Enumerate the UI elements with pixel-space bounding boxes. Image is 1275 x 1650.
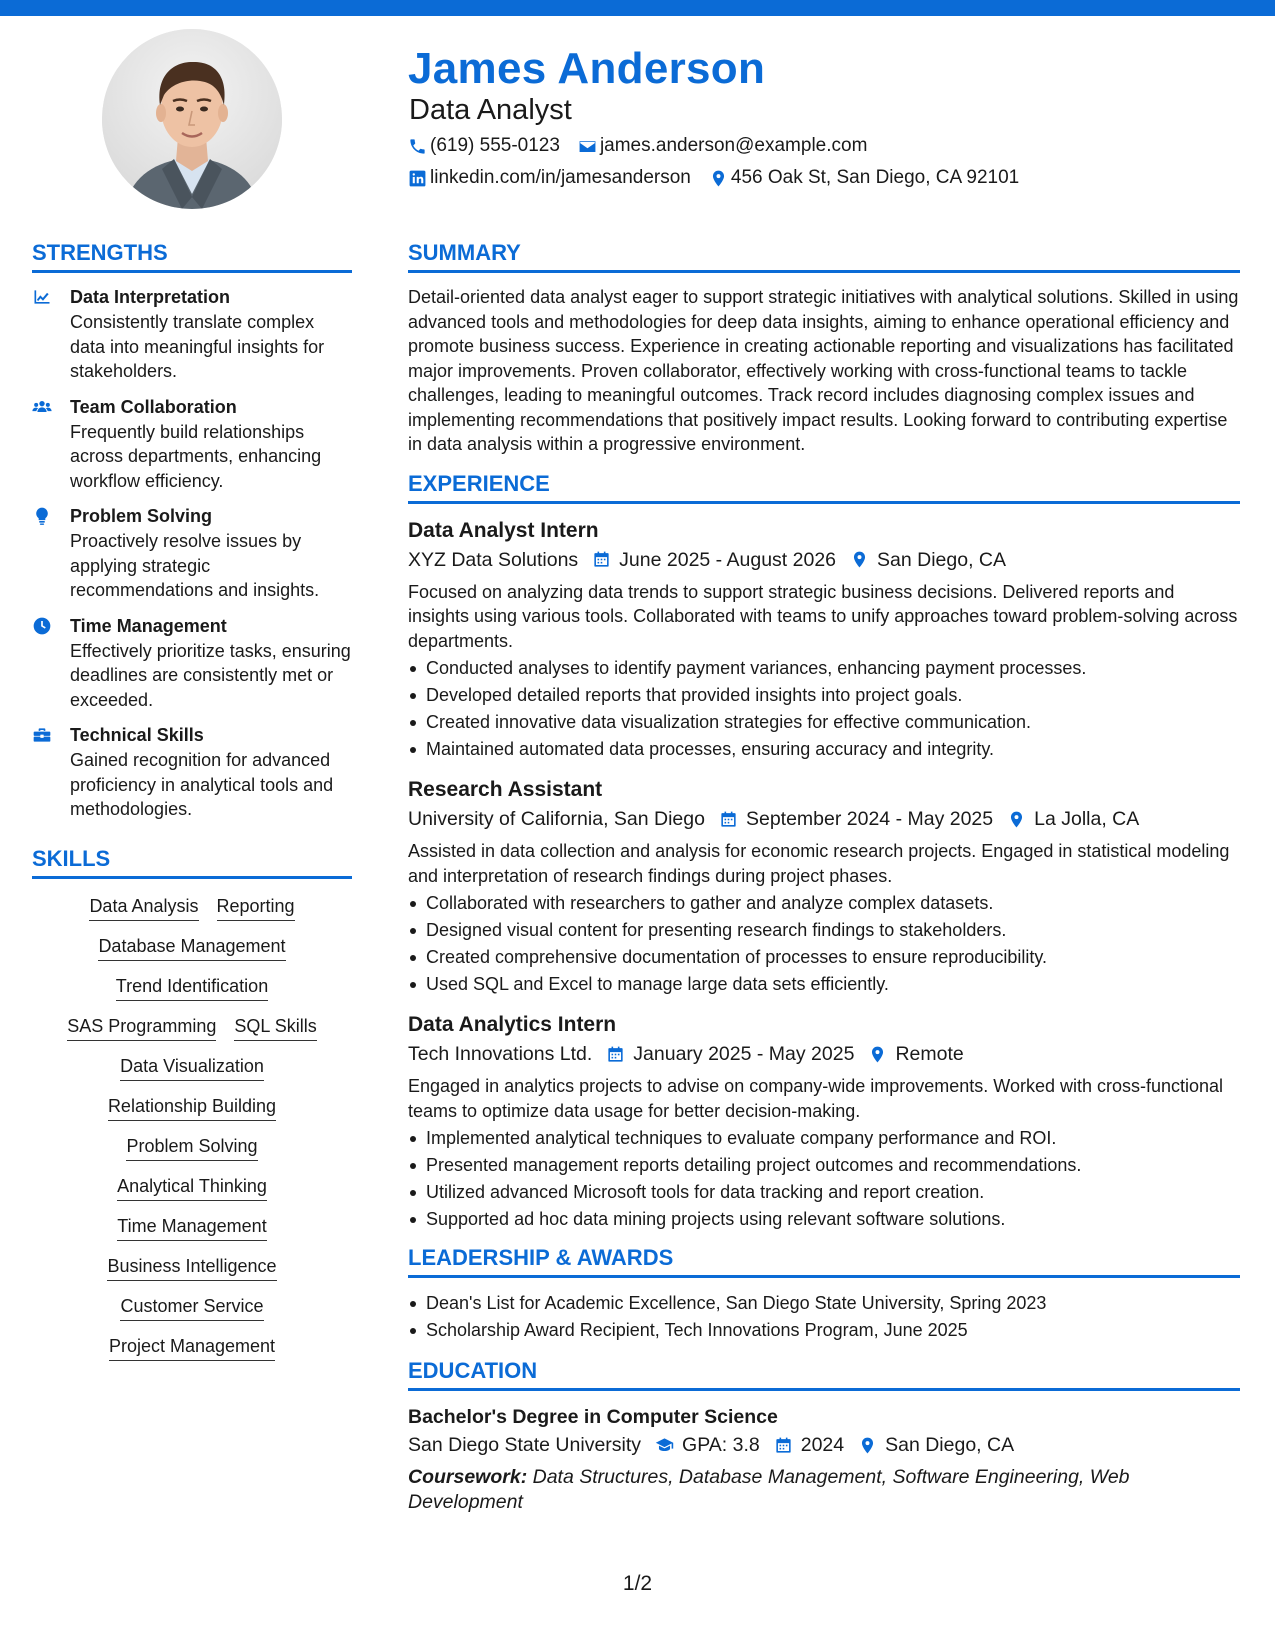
job-company: XYZ Data Solutions (408, 548, 579, 571)
list-item: Designed visual content for presenting research findings to stakeholders. (408, 917, 1240, 944)
strengths-heading: STRENGTHS (32, 240, 352, 273)
summary-text: Detail-oriented data analyst eager to support strategic initiatives with analytical solutions. Skilled in using advanced tools and methodologies for deep data insights, aiming to enhance operational efficiency and promote business success. Experience in creating actionable reporting and visualizations has facilitated major improvements. Proven collaborator, effectively working with cross-functional teams to tackle challenges, leading to meaningful outcomes. Track record includes diagnosing complex issues and implementing recommendations that positively impact results. Looking forward to contributing expertise in data analysis within a progressive environment. (408, 287, 1239, 454)
strength-desc: Gained recognition for advanced proficiency in analytical tools and methodologies. (70, 750, 334, 819)
phone-text: (619) 555-0123 (430, 135, 560, 156)
skill-tag: SAS Programming (67, 1015, 216, 1041)
chart-line-icon (32, 287, 52, 307)
job-meta (408, 805, 1240, 833)
candidate-role: Data Analyst (409, 94, 572, 126)
education-meta (408, 1431, 1240, 1459)
list-item: Presented management reports detailing project outcomes and recommendations. (408, 1152, 1240, 1179)
skill-tag: Analytical Thinking (117, 1175, 267, 1201)
linkedin-icon (408, 169, 427, 188)
skill-tag: Reporting (217, 895, 295, 921)
list-item: Created innovative data visualization strategies for effective communication. (408, 709, 1240, 736)
list-item: Developed detailed reports that provided insights into project goals. (408, 682, 1240, 709)
job-company: University of California, San Diego (408, 808, 705, 830)
job-title: Research Assistant (408, 778, 603, 801)
strength-desc: Consistently translate complex data into meaningful insights for stakeholders. (70, 312, 325, 381)
job-dates: September 2024 - May 2025 (745, 808, 994, 830)
skill-tag: SQL Skills (234, 1015, 316, 1041)
skill-tag: Database Management (98, 935, 285, 961)
skill-tag: Project Management (109, 1335, 275, 1361)
list-item: Maintained automated data processes, ensuring accuracy and integrity. (408, 736, 1240, 763)
toolbox-icon (32, 725, 52, 745)
experience-heading: EXPERIENCE (408, 471, 1240, 504)
skills-heading: SKILLS (32, 846, 352, 879)
graduation-cap-icon (655, 1436, 674, 1455)
education-school: San Diego State University (408, 1434, 642, 1456)
strength-title: Time Management (70, 615, 227, 636)
strength-item (32, 395, 352, 494)
awards-heading: LEADERSHIP & AWARDS (408, 1245, 1240, 1278)
job-location: La Jolla, CA (1034, 808, 1140, 830)
calendar-icon (606, 1045, 625, 1064)
job-bullets (408, 1125, 1240, 1233)
users-icon (32, 397, 52, 417)
education-location: San Diego, CA (885, 1434, 1015, 1456)
education-coursework (408, 1465, 1240, 1515)
lightbulb-icon (32, 506, 52, 526)
strength-title: Technical Skills (70, 725, 204, 745)
coursework-label: Coursework: (408, 1466, 528, 1488)
job-description: Focused on analyzing data trends to support strategic business decisions. Delivered reports and insights using various tools. Collaborated with teams to unify approaches toward problem-solving across departments. (408, 581, 1238, 651)
email-text: james.anderson@example.com (599, 135, 868, 156)
email-icon (578, 137, 597, 156)
strength-desc: Proactively resolve issues by applying strategic recommendations and insights. (70, 531, 320, 600)
skill-tag: Problem Solving (126, 1135, 257, 1161)
strength-item (32, 723, 352, 822)
list-item: Conducted analyses to identify payment variances, enhancing payment processes. (408, 655, 1240, 682)
job-company: Tech Innovations Ltd. (408, 1043, 593, 1065)
job-dates: January 2025 - May 2025 (633, 1043, 855, 1065)
skill-tag: Data Visualization (120, 1055, 264, 1081)
calendar-icon (592, 550, 611, 569)
job-description: Assisted in data collection and analysis for economic research projects. Engaged in statistical modeling and interpretation of research findings during project phases. (408, 841, 1230, 886)
job-meta (408, 546, 1240, 574)
right-column (408, 240, 1240, 1515)
strength-item (32, 614, 352, 713)
job-bullets (408, 655, 1240, 763)
skill-tag: Business Intelligence (107, 1255, 276, 1281)
education-heading: EDUCATION (408, 1358, 1240, 1391)
job-entry (408, 775, 1240, 998)
education-year: 2024 (800, 1434, 845, 1456)
skills-list (32, 895, 352, 1361)
profile-photo (102, 29, 282, 209)
candidate-name: James Anderson (408, 44, 766, 93)
education-gpa: GPA: 3.8 (682, 1434, 760, 1456)
job-title: Data Analyst Intern (408, 518, 599, 542)
coursework-text: Data Structures, Database Management, Software Engineering, Web Development (408, 1466, 1130, 1513)
list-item: Utilized advanced Microsoft tools for data tracking and report creation. (408, 1179, 1240, 1206)
list-item: Supported ad hoc data mining projects using relevant software solutions. (408, 1206, 1240, 1233)
job-meta (408, 1040, 1240, 1068)
job-location: Remote (895, 1043, 964, 1065)
strength-title: Problem Solving (70, 506, 213, 526)
job-location: San Diego, CA (877, 548, 1007, 571)
page-number: 1/2 (622, 1572, 653, 1595)
linkedin-text: linkedin.com/in/jamesanderson (430, 167, 691, 188)
education-degree: Bachelor's Degree in Computer Science (408, 1406, 778, 1428)
top-accent-bar (0, 0, 1275, 16)
contact-row-secondary (408, 167, 1037, 189)
location-pin-icon (868, 1045, 887, 1064)
location-pin-icon (858, 1436, 877, 1455)
location-pin-icon (709, 169, 728, 188)
summary-heading: SUMMARY (408, 240, 1240, 273)
strength-title: Team Collaboration (70, 396, 237, 417)
calendar-icon (719, 810, 738, 829)
job-dates: June 2025 - August 2026 (619, 548, 837, 571)
strength-item (32, 285, 352, 384)
skill-tag: Data Analysis (89, 895, 198, 921)
strength-desc: Frequently build relationships across departments, enhancing workflow efficiency. (70, 421, 322, 491)
location-pin-icon (850, 550, 869, 569)
job-entry (408, 516, 1240, 764)
job-bullets (408, 890, 1240, 998)
strength-title: Data Interpretation (70, 287, 231, 307)
list-item: Created comprehensive documentation of processes to ensure reproducibility. (408, 944, 1240, 971)
phone-contact[interactable] (408, 135, 560, 157)
list-item: Scholarship Award Recipient, Tech Innovations Program, June 2025 (408, 1317, 1240, 1344)
list-item: Collaborated with researchers to gather and analyze complex datasets. (408, 890, 1240, 917)
address-contact (709, 167, 1019, 189)
skill-tag: Customer Service (120, 1295, 263, 1321)
contact-row-primary (408, 135, 885, 157)
job-title: Data Analytics Intern (408, 1013, 617, 1036)
email-contact[interactable] (578, 135, 867, 157)
skill-tag: Time Management (117, 1215, 266, 1241)
skill-tag: Trend Identification (116, 975, 268, 1001)
skill-tag: Relationship Building (108, 1095, 276, 1121)
job-description: Engaged in analytics projects to advise on company-wide improvements. Worked with cross-functional teams to optimize data usage for better decision-making. (408, 1076, 1224, 1121)
list-item: Dean's List for Academic Excellence, San Diego State University, Spring 2023 (408, 1290, 1240, 1317)
awards-list (408, 1290, 1240, 1344)
left-column (32, 240, 352, 1361)
address-text: 456 Oak St, San Diego, CA 92101 (730, 167, 1020, 188)
clock-icon (32, 616, 52, 636)
list-item: Implemented analytical techniques to evaluate company performance and ROI. (408, 1125, 1240, 1152)
phone-icon (408, 137, 427, 156)
strength-item (32, 504, 352, 603)
list-item: Used SQL and Excel to manage large data sets efficiently. (408, 971, 1240, 998)
calendar-icon (774, 1436, 793, 1455)
job-entry (408, 1010, 1240, 1233)
location-pin-icon (1007, 810, 1026, 829)
linkedin-contact[interactable] (408, 167, 691, 189)
strength-desc: Effectively prioritize tasks, ensuring deadlines are consistently met or exceeded. (70, 640, 351, 710)
